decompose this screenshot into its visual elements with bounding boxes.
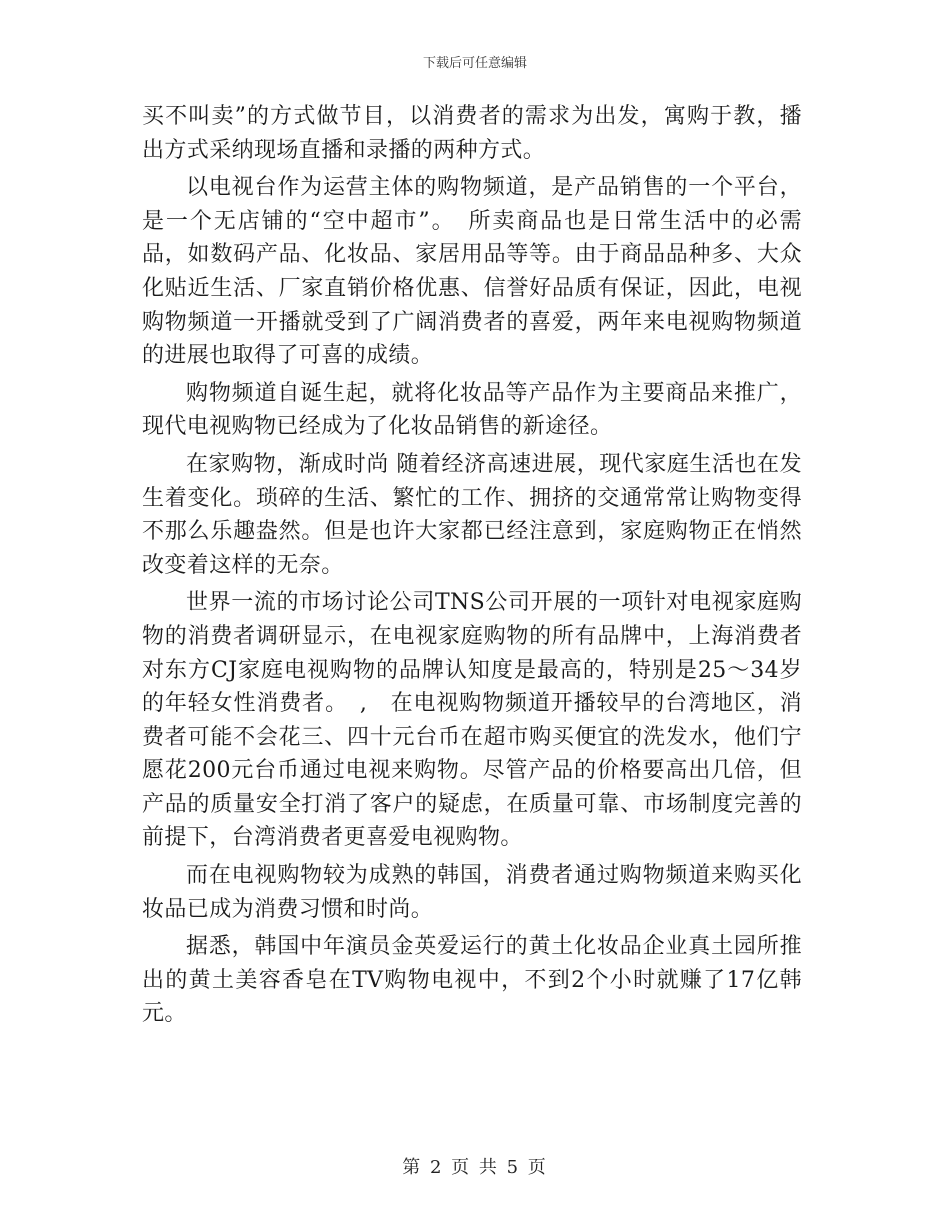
paragraph-7: 据悉，韩国中年演员金英爱运行的黄土化妆品企业真土园所推出的黄土美容香皂在TV购物电视中，不到2个小时就赚了17亿韩元。	[142, 934, 802, 1027]
paragraph-6: 而在电视购物较为成熟的韩国，消费者通过购物频道来购买化妆品已成为消费习惯和时尚。	[142, 863, 802, 922]
paragraph-4: 在家购物，渐成时尚 随着经济高速进展，现代家庭生活也在发生着变化。琐碎的生活、繁忙的工作、拥挤的交通常常让购物变得不那么乐趣盎然。但是也许大家都已经注意到，家庭购物正在悄然改变着这样的无奈。	[142, 451, 802, 578]
body-text	[142, 100, 802, 1035]
page-footer: 第 2 页 共 5 页	[402, 1157, 548, 1178]
paragraph-5: 世界一流的市场讨论公司TNS公司开展的一项针对电视家庭购物的消费者调研显示，在电视家庭购物的所有品牌中，上海消费者对东方CJ家庭电视购物的品牌认知度是最高的，特别是25～34岁的年轻女性消费者。 , 在电视购物频道开播较早的台湾地区，消费者可能不会花三、四十元台币在超市购买便宜的洗发水，他们宁愿花200元台币通过电视来购物。尽管产品的价格要高出几倍，但产品的质量安全打消了客户的疑虑，在质量可靠、市场制度完善的前提下，台湾消费者更喜爱电视购物。	[142, 590, 802, 851]
page-header: 下载后可任意编辑	[422, 56, 527, 71]
paragraph-1: 买不叫卖”的方式做节目，以消费者的需求为出发，寓购于教，播出方式采纳现场直播和录播的两种方式。	[142, 104, 802, 163]
paragraph-2: 以电视台作为运营主体的购物频道，是产品销售的一个平台，是一个无店铺的“空中超市”。 所卖商品也是日常生活中的必需品，如数码产品、化妆品、家居用品等等。由于商品品种多、大众化贴近生活、厂家直销价格优惠、信誉好品质有保证，因此，电视购物频道一开播就受到了广阔消费者的喜爱，两年来电视购物频道的进展也取得了可喜的成绩。	[142, 175, 802, 369]
paragraph-3: 购物频道自诞生起，就将化妆品等产品作为主要商品来推广，现代电视购物已经成为了化妆品销售的新途径。	[142, 380, 802, 440]
